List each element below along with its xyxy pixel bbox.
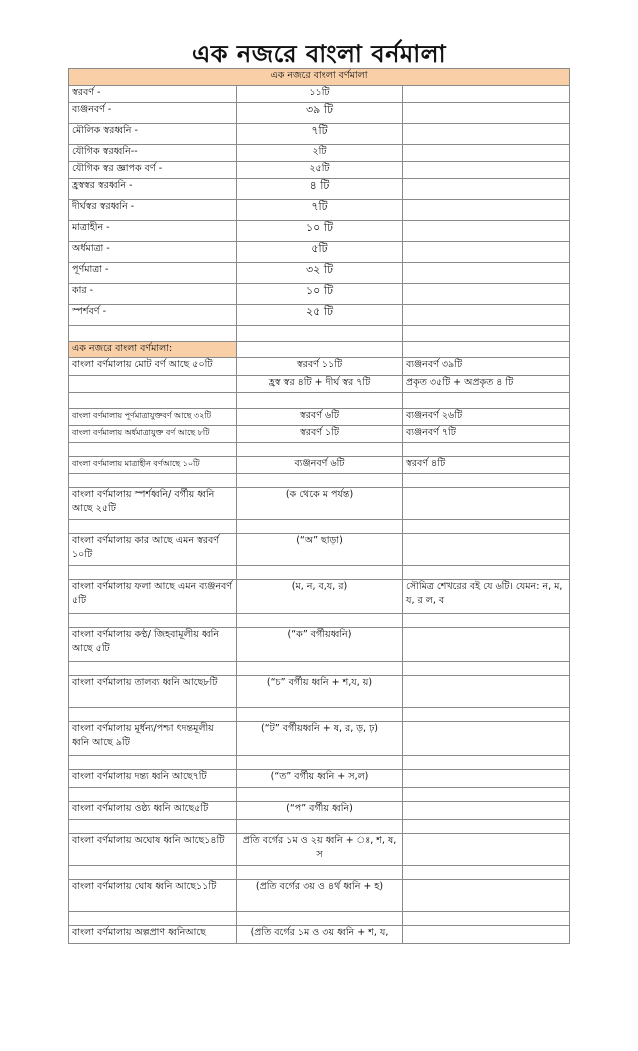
alphabet-table (68, 68, 570, 944)
row-value: ২৫টি (237, 162, 403, 179)
table-row (69, 628, 570, 662)
empty-cell (403, 200, 570, 221)
detail-note (403, 834, 570, 866)
table-row (69, 221, 570, 242)
detail-value: (প্রতি বর্গের ১ম ও ৩য় ধ্বনি + শ, য, (237, 926, 403, 944)
row-label: যৌগিক স্বরধ্বনি-- (69, 145, 237, 162)
detail-label: বাংলা বর্ণমালায় ফলা আছে এমন ব্যঞ্জনবর্ণ ৫টি (69, 580, 237, 614)
row-value: ১০ টি (237, 221, 403, 242)
row-value: ৪ টি (237, 179, 403, 200)
detail-label: বাংলা বর্ণমালায় মূর্ধন্য/পশ্চা ৎদন্তমূলীয় ধ্বনি আছে ৯টি (69, 722, 237, 756)
detail-note: স্বরবর্ণ ৪টি (403, 457, 570, 474)
row-label: পূর্ণমাত্রা - (69, 263, 237, 284)
detail-note (403, 676, 570, 708)
detail-value: প্রতি বর্গের ১ম ও ২য় ধ্বনি + ঃ, শ, ষ, স (237, 834, 403, 866)
row-value: ৭টি (237, 124, 403, 145)
empty-cell (403, 103, 570, 124)
row-label: মাত্রাহীন - (69, 221, 237, 242)
detail-value: হ্রস্ব স্বর ৪টি + দীর্ঘ স্বর ৭টি (237, 376, 403, 393)
detail-value: (“চ” বর্গীয় ধ্বনি + শ,য, য়) (237, 676, 403, 708)
empty-cell (403, 124, 570, 145)
section-header: এক নজরে বাংলা বর্ণমালা: (69, 342, 237, 358)
spacer-row (69, 520, 570, 534)
table-header: এক নজরে বাংলা বর্ণমালা (69, 69, 570, 86)
empty-cell (403, 305, 570, 326)
detail-label: বাংলা বর্ণমালায় দন্ত্য ধ্বনি আছে৭টি (69, 770, 237, 788)
detail-note: ব্যঞ্জনবর্ণ ৭টি (403, 426, 570, 443)
spacer-row (69, 326, 570, 342)
detail-value: (“ত” বর্গীয় ধ্বনি + স,ল) (237, 770, 403, 788)
table-row (69, 409, 570, 426)
spacer-row (69, 614, 570, 628)
empty-cell (403, 179, 570, 200)
table-row (69, 676, 570, 708)
table-row (69, 358, 570, 376)
detail-value: স্বরবর্ণ ৬টি (237, 409, 403, 426)
spacer-row (69, 393, 570, 409)
detail-label: বাংলা বর্ণমালায় মাত্রাহীন বর্ণআছে ১০টি (69, 457, 237, 474)
row-label: কার - (69, 284, 237, 305)
row-value: ৩২ টি (237, 263, 403, 284)
spacer-row (69, 866, 570, 880)
row-label: মৌলিক স্বরধ্বনি - (69, 124, 237, 145)
table-row (69, 242, 570, 263)
table-row (69, 802, 570, 820)
table-row (69, 457, 570, 474)
spacer-row (69, 756, 570, 770)
empty-cell (403, 221, 570, 242)
row-value: ৩৯ টি (237, 103, 403, 124)
detail-note (403, 488, 570, 520)
detail-note: সৌমিত্র শেখরের বই যে ৬টি। যেমন: ন, ম, য, র ল, ব (403, 580, 570, 614)
row-value: ১১টি (237, 86, 403, 103)
detail-note (403, 926, 570, 944)
table-row (69, 162, 570, 179)
spacer-row (69, 820, 570, 834)
table-row (69, 880, 570, 912)
row-label: স্বরবর্ণ - (69, 86, 237, 103)
table-row (69, 284, 570, 305)
table-row (69, 770, 570, 788)
detail-value: (“ক” বর্গীয়ধ্বনি) (237, 628, 403, 662)
spacer-row (69, 443, 570, 457)
table-row (69, 488, 570, 520)
row-label: ব্যঞ্জনবর্ণ - (69, 103, 237, 124)
detail-value: (“প” বর্গীয় ধ্বনি) (237, 802, 403, 820)
detail-value: স্বরবর্ণ ১১টি (237, 358, 403, 376)
table-row (69, 580, 570, 614)
row-value: ২৫ টি (237, 305, 403, 326)
detail-value: (প্রতি বর্গের ৩য় ও ৪র্থ ধ্বনি + হ) (237, 880, 403, 912)
detail-value: (ম, ন, ব,য, র) (237, 580, 403, 614)
table-row (69, 86, 570, 103)
empty-cell (403, 263, 570, 284)
table-row (69, 200, 570, 221)
detail-note: ব্যঞ্জনবর্ণ ৩৯টি (403, 358, 570, 376)
table-row (69, 305, 570, 326)
detail-note (403, 534, 570, 566)
detail-value: (ক থেকে ম পর্যন্ত) (237, 488, 403, 520)
detail-note: ব্যঞ্জনবর্ণ ২৬টি (403, 409, 570, 426)
table-row (69, 179, 570, 200)
detail-label: বাংলা বর্ণমালায় কার আছে এমন স্বরবর্ণ ১০টি (69, 534, 237, 566)
empty-cell (403, 284, 570, 305)
table-row (69, 834, 570, 866)
detail-label: বাংলা বর্ণমালায় অঘোষ ধ্বনি আছে১৪টি (69, 834, 237, 866)
detail-label: বাংলা বর্ণমালায় কণ্ঠ/ জিহবামূলীয় ধ্বনি আছে ৫টি (69, 628, 237, 662)
detail-value: (“অ” ছাড়া) (237, 534, 403, 566)
detail-label: বাংলা বর্ণমালায় অল্পপ্রাণ ধ্বনিআছে (69, 926, 237, 944)
row-value: ২টি (237, 145, 403, 162)
table-row (69, 534, 570, 566)
row-label: হ্রস্বস্বর স্বরধ্বনি - (69, 179, 237, 200)
spacer-row (69, 662, 570, 676)
row-value: ৫টি (237, 242, 403, 263)
row-label: স্পর্শবর্ণ - (69, 305, 237, 326)
detail-label: বাংলা বর্ণমালায় ওষ্ঠ্য ধ্বনি আছে৫টি (69, 802, 237, 820)
row-label: অর্ধমাত্রা - (69, 242, 237, 263)
detail-label: বাংলা বর্ণমালায় অর্ধমাত্রাযুক্ত বর্ণ আছে ৮টি (69, 426, 237, 443)
detail-value: ব্যঞ্জনবর্ণ ৬টি (237, 457, 403, 474)
section-header-row (69, 342, 570, 358)
row-value: ৭টি (237, 200, 403, 221)
empty-cell (403, 242, 570, 263)
detail-label (69, 376, 237, 393)
row-label: দীর্ঘস্বর স্বরধ্বনি - (69, 200, 237, 221)
detail-label: বাংলা বর্ণমালায় মোট বর্ণ আছে ৫০টি (69, 358, 237, 376)
detail-note (403, 722, 570, 756)
row-label: যৌগিক স্বর জ্ঞাপক বর্ণ - (69, 162, 237, 179)
detail-value: (“ট” বর্গীয়ধ্বনি + ষ, র, ড়, ঢ়) (237, 722, 403, 756)
table-row (69, 722, 570, 756)
spacer-row (69, 566, 570, 580)
empty-cell (403, 86, 570, 103)
empty-cell (403, 162, 570, 179)
table-row (69, 103, 570, 124)
spacer-row (69, 708, 570, 722)
page-title: এক নজরে বাংলা বর্নমালা (191, 40, 447, 68)
spacer-row (69, 474, 570, 488)
detail-label: বাংলা বর্ণমালায় তালব্য ধ্বনি আছে৮টি (69, 676, 237, 708)
detail-label: বাংলা বর্ণমালায় ঘোষ ধ্বনি আছে১১টি (69, 880, 237, 912)
table-row (69, 426, 570, 443)
detail-label: বাংলা বর্ণমালায় স্পর্শধ্বনি/ বর্গীয় ধ্বনি আছে ২৫টি (69, 488, 237, 520)
table-row (69, 926, 570, 944)
empty-cell (403, 145, 570, 162)
detail-note: প্রকৃত ৩৫টি + অপ্রকৃত ৪ টি (403, 376, 570, 393)
spacer-row (69, 788, 570, 802)
detail-value: স্বরবর্ণ ১টি (237, 426, 403, 443)
table-row (69, 263, 570, 284)
detail-note (403, 770, 570, 788)
table-row (69, 124, 570, 145)
detail-note (403, 880, 570, 912)
table-row (69, 376, 570, 393)
spacer-row (69, 912, 570, 926)
detail-note (403, 802, 570, 820)
detail-note (403, 628, 570, 662)
table-row (69, 145, 570, 162)
row-value: ১০ টি (237, 284, 403, 305)
detail-label: বাংলা বর্ণমালায় পূর্ণমাত্রাযুক্তবর্ণ আছে ৩২টি (69, 409, 237, 426)
